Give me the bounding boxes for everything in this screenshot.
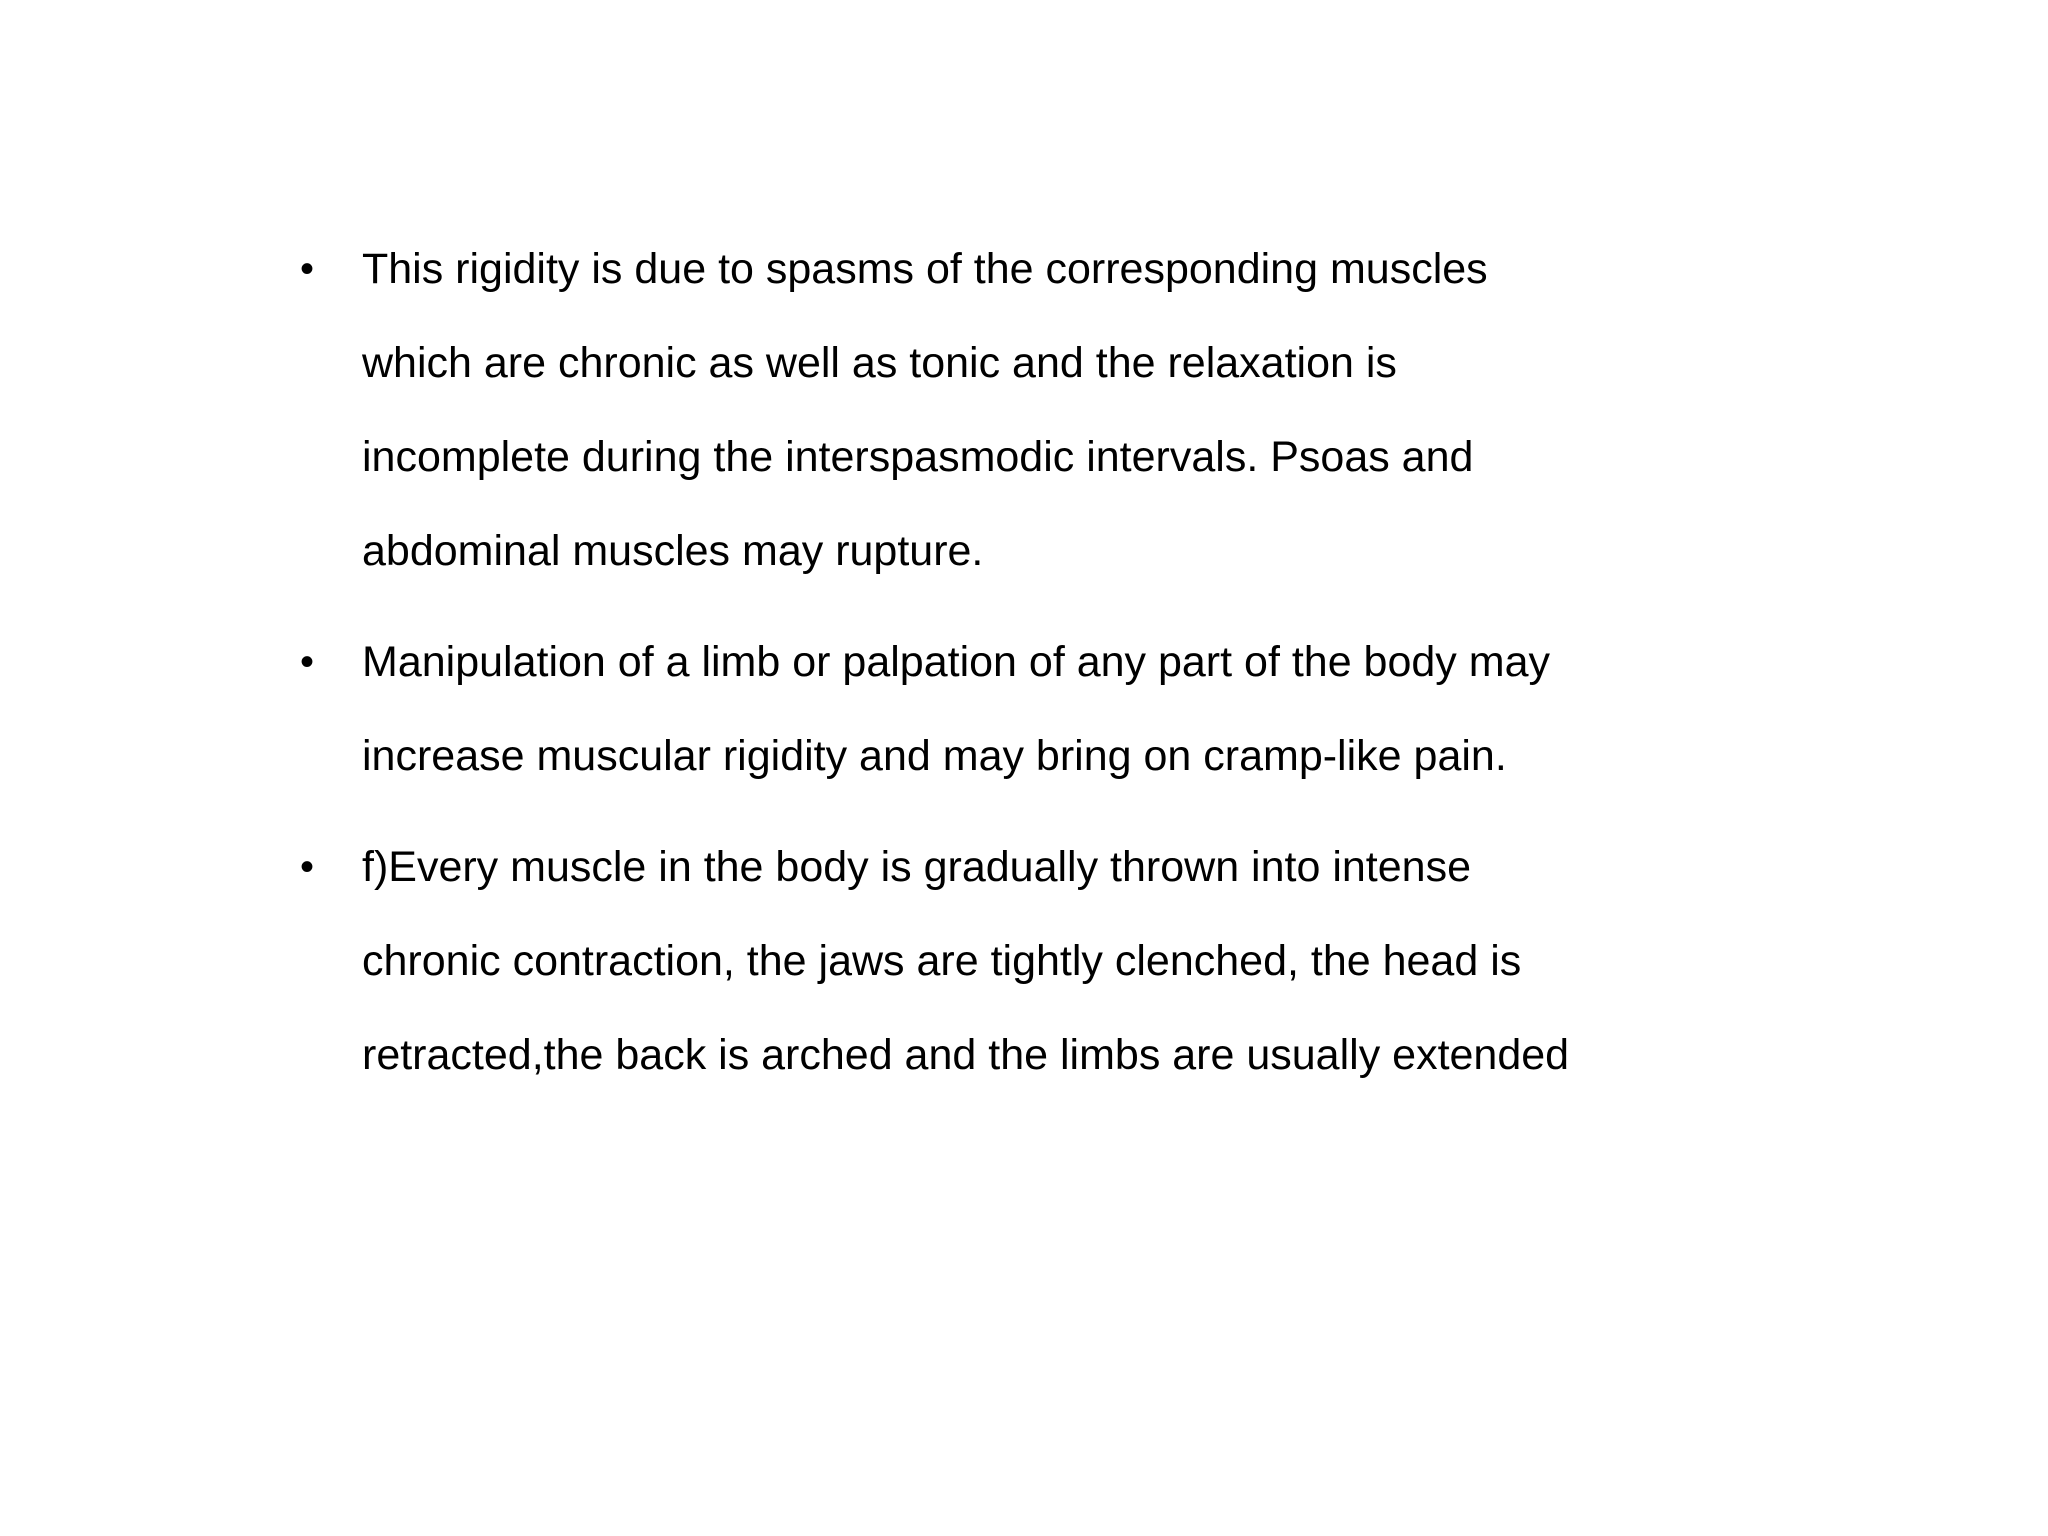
bullet-1-line-4: abdominal muscles may rupture.: [362, 527, 984, 575]
bullet-marker-icon: •: [300, 845, 315, 889]
bullet-1-line-2: which are chronic as well as tonic and the relaxation is: [362, 339, 1397, 387]
bullet-marker-icon: •: [300, 247, 315, 291]
bullet-3-line-1: f)Every muscle in the body is gradually thrown into intense: [362, 843, 1471, 891]
bullet-item-2: [300, 615, 1760, 803]
bullet-1-line-3: incomplete during the interspasmodic intervals. Psoas and: [362, 433, 1474, 481]
bullet-3-line-3: retracted,the back is arched and the limbs are usually extended: [362, 1031, 1570, 1079]
bullet-item-3: [300, 820, 1760, 1102]
bullet-3-line-2: chronic contraction, the jaws are tightly clenched, the head is: [362, 937, 1522, 985]
bullet-2-line-2: increase muscular rigidity and may bring on cramp-like pain.: [362, 732, 1507, 780]
bullet-marker-icon: •: [300, 640, 315, 684]
bullet-list: [300, 222, 1760, 1119]
bullet-item-1: [300, 222, 1760, 598]
bullet-1-line-1: This rigidity is due to spasms of the corresponding muscles: [362, 245, 1488, 293]
bullet-2-line-1: Manipulation of a limb or palpation of any part of the body may: [362, 638, 1550, 686]
